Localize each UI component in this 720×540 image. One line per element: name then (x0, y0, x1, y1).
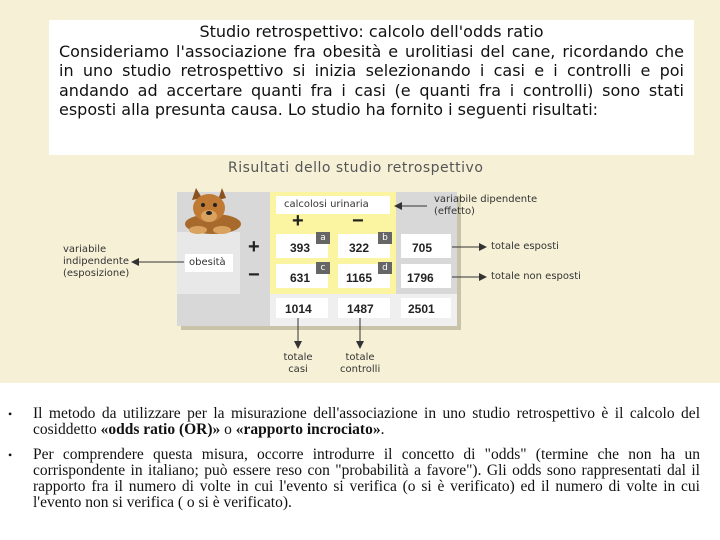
figure-title: Risultati dello studio retrospettivo (228, 160, 484, 176)
col-total-controls: 1487 (347, 302, 374, 316)
cell-b: 322 (349, 241, 370, 255)
bullet-item-2: Per comprendere questa misura, occorre introdurre il concetto di "odds" (termine che non ha un corrispondente in italiano; può essere reso con "probabilità a favore"). Gli odds sono rappresentati dal il rapporto fra il numero di volte in cui l'evento si verifica (o si è verificato) ed il numero di volte in cui l'evento non si verifica ( o si è verificato). (33, 446, 700, 511)
cell-a: 393 (290, 241, 311, 255)
exposure-minus-sign: − (248, 264, 260, 286)
row-total-unexposed: 1796 (407, 271, 434, 285)
exposure-label: obesità (189, 257, 226, 268)
col-total-cases: 1014 (285, 302, 312, 316)
dependent-variable-label: variabile dipendente (effetto) (434, 194, 538, 217)
total-exposed-label: totale esposti (491, 241, 559, 252)
corner-label-d: d (378, 262, 392, 274)
bullet-1-text-mid: o (220, 421, 236, 438)
outcome-label: calcolosi urinaria (284, 199, 369, 210)
total-cases-label: totale casi (283, 352, 313, 375)
total-unexposed-label: totale non esposti (491, 271, 581, 282)
corner-label-a: a (316, 232, 330, 244)
row-total-exposed: 705 (412, 241, 433, 255)
intro-paragraph: Consideriamo l'associazione fra obesità e urolitiasi del cane, ricordando che in uno studio retrospettivo si inizia selezionando i casi e i controlli e poi andando ad accertare quanti fra i casi (e quanti fra i controlli) sono stati esposti alla presunta causa. Lo studio ha fornito i seguenti risultati: (59, 41, 684, 119)
outcome-minus-sign: − (352, 210, 364, 232)
bullet-1-text-end: . (380, 421, 385, 438)
outcome-plus-sign: + (292, 210, 304, 232)
total-controls-label: totale controlli (340, 352, 381, 375)
bullet-item-1 (33, 406, 700, 438)
corner-label-c: c (316, 262, 330, 274)
bullet-marker-1: • (8, 407, 13, 421)
slide-title: Studio retrospettivo: calcolo dell'odds ratio (199, 22, 544, 41)
bullet-1-term-odds-ratio: «odds ratio (OR)» (100, 421, 221, 438)
bullet-marker-2: • (8, 448, 13, 462)
exposure-plus-sign: + (248, 236, 260, 258)
bullet-1-term-rapporto: «rapporto incrociato» (235, 421, 381, 438)
bullet-1-text-start: Il metodo da utilizzare per la misurazione dell'associazione in uno studio retrospettivo è il calcolo del cosiddetto (33, 405, 700, 438)
cell-d: 1165 (346, 271, 373, 285)
grand-total: 2501 (408, 302, 435, 316)
cell-c: 631 (290, 271, 311, 285)
independent-variable-label: variabile indipendente (esposizione) (63, 244, 130, 279)
dog-illustration (180, 186, 242, 236)
corner-label-b: b (378, 232, 392, 244)
